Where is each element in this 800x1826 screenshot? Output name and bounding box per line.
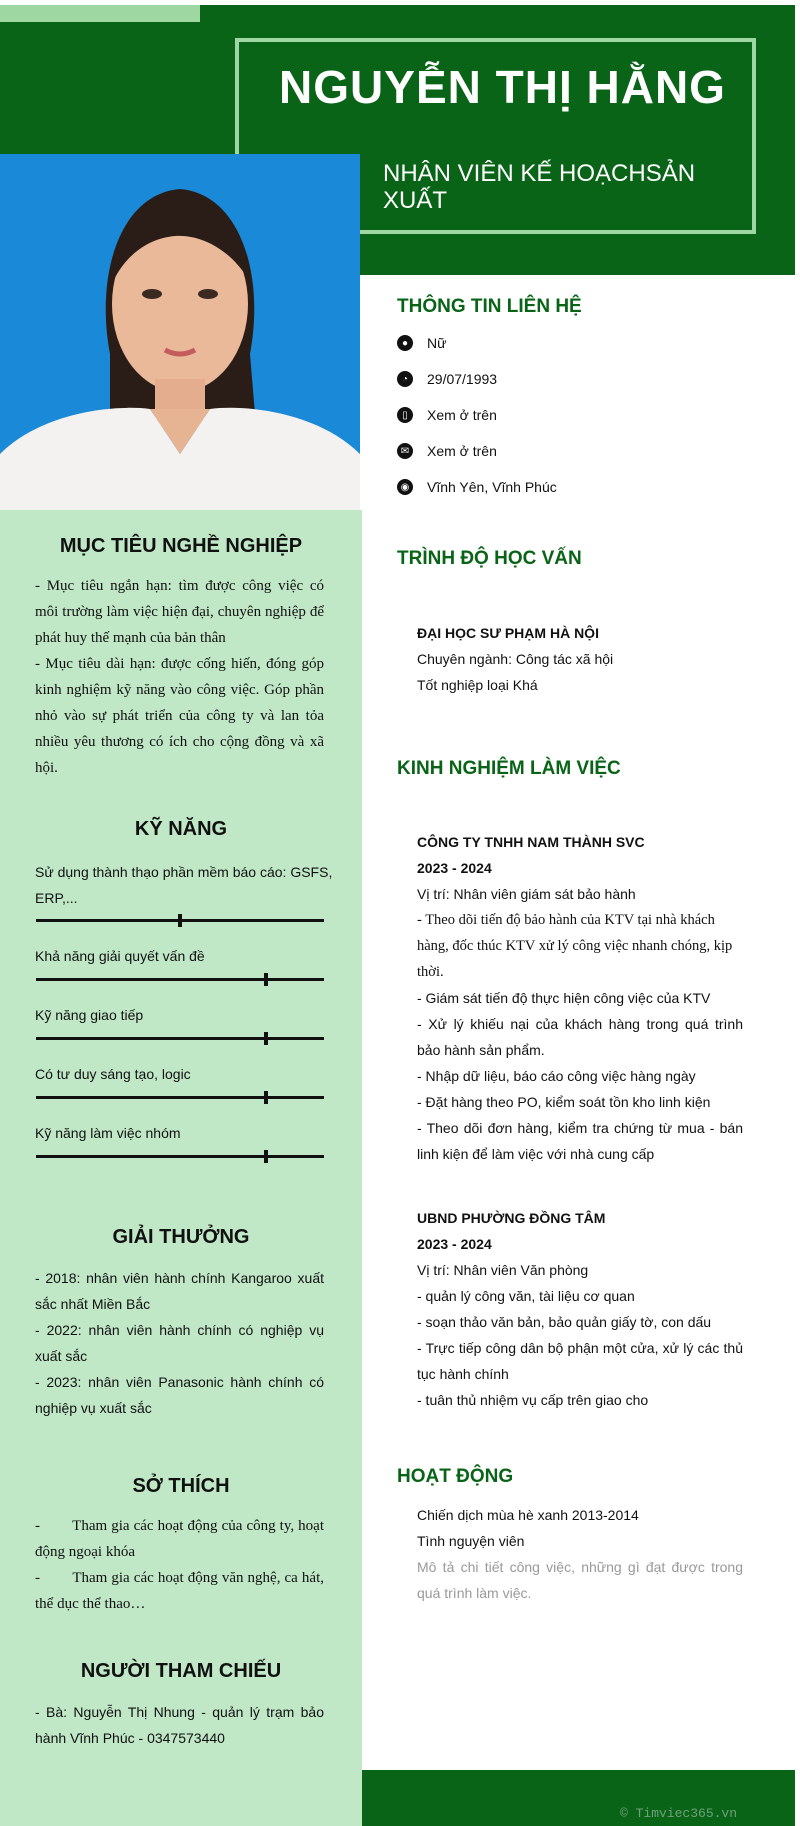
skill-label: Kỹ năng làm việc nhóm xyxy=(35,1125,181,1141)
skill-bar xyxy=(36,978,324,981)
skill-bar xyxy=(36,1037,324,1040)
job-entry xyxy=(417,829,743,1167)
user-icon: ● xyxy=(397,335,413,351)
sidebar xyxy=(0,510,362,1826)
candidate-name: NGUYỄN THỊ HẰNG xyxy=(279,61,726,113)
job-position: Vị trí: Nhân viên Văn phòng xyxy=(417,1262,589,1278)
phone-icon: ▯ xyxy=(397,407,413,423)
hobby-text: - Tham gia các hoạt động của công ty, hoạt động ngoại khóa xyxy=(35,1518,328,1560)
award-item: - 2018: nhân viên hành chính Kangaroo xuất sắc nhất Miền Bắc xyxy=(35,1270,324,1312)
education-grade: Tốt nghiệp loại Khá xyxy=(417,677,538,693)
school-name: ĐẠI HỌC SƯ PHẠM HÀ NỘI xyxy=(417,625,599,641)
award-item: - 2023: nhân viên Panasonic hành chính có nghiệp vụ xuất sắc xyxy=(35,1374,324,1416)
contact-row xyxy=(397,333,446,353)
email-value: Xem ở trên xyxy=(427,443,497,459)
portrait-illustration xyxy=(0,154,360,510)
skill-bar xyxy=(36,1155,324,1158)
objective-heading: MỤC TIÊU NGHỀ NGHIỆP xyxy=(59,535,303,557)
footer-watermark: © Timviec365.vn xyxy=(620,1806,738,1821)
job-duty: - Theo dõi đơn hàng, kiểm tra chứng từ mua - bán linh kiện để làm việc với nhà cung cấp xyxy=(417,1120,743,1162)
awards-heading: GIẢI THƯỞNG xyxy=(112,1226,250,1248)
job-period: 2023 - 2024 xyxy=(417,1236,492,1252)
award-item: - 2022: nhân viên hành chính có nghiệp vụ xuất sắc xyxy=(35,1322,324,1364)
reference-text: - Bà: Nguyễn Thị Nhung - quản lý trạm bảo hành Vĩnh Phúc - 0347573440 xyxy=(35,1704,324,1746)
job-duty: - quản lý công văn, tài liệu cơ quan xyxy=(417,1288,635,1304)
job-duty: - Đặt hàng theo PO, kiểm soát tồn kho linh kiện xyxy=(417,1094,711,1110)
clock-icon: ◔ xyxy=(397,371,413,387)
skill-level-marker xyxy=(264,1091,268,1104)
activity-role: Tình nguyện viên xyxy=(417,1533,525,1549)
skill-label: Kỹ năng giao tiếp xyxy=(35,1007,144,1023)
gender-value: Nữ xyxy=(427,335,447,351)
skill-level-marker xyxy=(264,1150,268,1163)
job-entry xyxy=(417,1205,743,1413)
contact-row xyxy=(397,441,497,461)
company-name: UBND PHƯỜNG ĐỒNG TÂM xyxy=(417,1210,606,1226)
job-title: NHÂN VIÊN KẾ HOẠCHSẢN XUẤT xyxy=(383,160,696,214)
job-duty: - Xử lý khiếu nại của khách hàng trong quá trình bảo hành sản phẩm. xyxy=(417,1016,743,1058)
job-duty: - Nhập dữ liệu, báo cáo công việc hàng ngày xyxy=(417,1068,696,1084)
profile-photo xyxy=(0,154,360,510)
education-major: Chuyên ngành: Công tác xã hội xyxy=(417,651,614,667)
phone-value: Xem ở trên xyxy=(427,407,497,423)
skill-level-marker xyxy=(264,973,268,986)
contact-heading: THÔNG TIN LIÊN HỆ xyxy=(397,296,582,317)
skill-level-marker xyxy=(264,1032,268,1045)
company-name: CÔNG TY TNHH NAM THÀNH SVC xyxy=(417,834,645,850)
contact-row xyxy=(397,477,557,497)
skills-heading: KỸ NĂNG xyxy=(134,818,228,840)
skill-label: Có tư duy sáng tạo, logic xyxy=(35,1066,191,1082)
activity-description: Mô tả chi tiết công việc, những gì đạt được trong quá trình làm việc. xyxy=(417,1559,743,1601)
experience-heading: KINH NGHIỆM LÀM VIỆC xyxy=(397,758,621,779)
job-duty: - Giám sát tiến độ thực hiện công việc của KTV xyxy=(417,990,711,1006)
hobby-item xyxy=(35,1513,328,1565)
email-icon: ✉ xyxy=(397,443,413,459)
job-duty: - tuân thủ nhiệm vụ cấp trên giao cho xyxy=(417,1392,649,1408)
skill-bar xyxy=(36,919,324,922)
skill-label: Sử dụng thành thạo phần mềm báo cáo: GSFS, ERP,... xyxy=(35,864,333,906)
skill-bar xyxy=(36,1096,324,1099)
job-duty: - Theo dõi tiến độ bảo hành của KTV tại nhà khách hàng, đốc thúc KTV xử lý công việc nhanh chóng, kịp thời. xyxy=(417,912,733,980)
hobby-item xyxy=(35,1565,328,1617)
header-accent-bar xyxy=(0,5,200,22)
activity-entry xyxy=(417,1502,743,1606)
job-position: Vị trí: Nhân viên giám sát bảo hành xyxy=(417,886,636,902)
location-icon: ◉ xyxy=(397,479,413,495)
activities-heading: HOẠT ĐỘNG xyxy=(397,1466,514,1487)
objective-text: - Mục tiêu ngắn hạn: tìm được công việc có môi trường làm việc hiện đại, chuyên nghiệp để phát huy thế mạnh của bản thân - Mục tiêu dài hạn: được cống hiến, đóng góp kinh nghiệm kỹ năng vào công việc. Góp phần nhỏ vào sự phát triển của công ty và lan tỏa nhiều yêu thương có ích cho cộng đồng và xã hội. xyxy=(35,578,324,776)
skill-label: Khả năng giải quyết vấn đề xyxy=(35,948,205,964)
references-heading: NGƯỜI THAM CHIẾU xyxy=(80,1660,282,1682)
skill-level-marker xyxy=(178,914,182,927)
job-duty: - Trực tiếp công dân bộ phận một cửa, xử lý các thủ tục hành chính xyxy=(417,1340,743,1382)
contact-row xyxy=(397,405,497,425)
address-value: Vĩnh Yên, Vĩnh Phúc xyxy=(427,479,557,495)
activity-event: Chiến dịch mùa hè xanh 2013-2014 xyxy=(417,1507,639,1523)
job-period: 2023 - 2024 xyxy=(417,860,492,876)
hobbies-heading: SỞ THÍCH xyxy=(132,1475,230,1497)
job-duty: - soạn thảo văn bản, bảo quản giấy tờ, con dấu xyxy=(417,1314,712,1330)
contact-row xyxy=(397,369,497,389)
hobby-text: - Tham gia các hoạt động văn nghệ, ca hát, thể dục thể thao… xyxy=(35,1570,328,1612)
education-heading: TRÌNH ĐỘ HỌC VẤN xyxy=(397,548,582,569)
education-block xyxy=(417,620,743,698)
birthdate-value: 29/07/1993 xyxy=(427,371,498,387)
